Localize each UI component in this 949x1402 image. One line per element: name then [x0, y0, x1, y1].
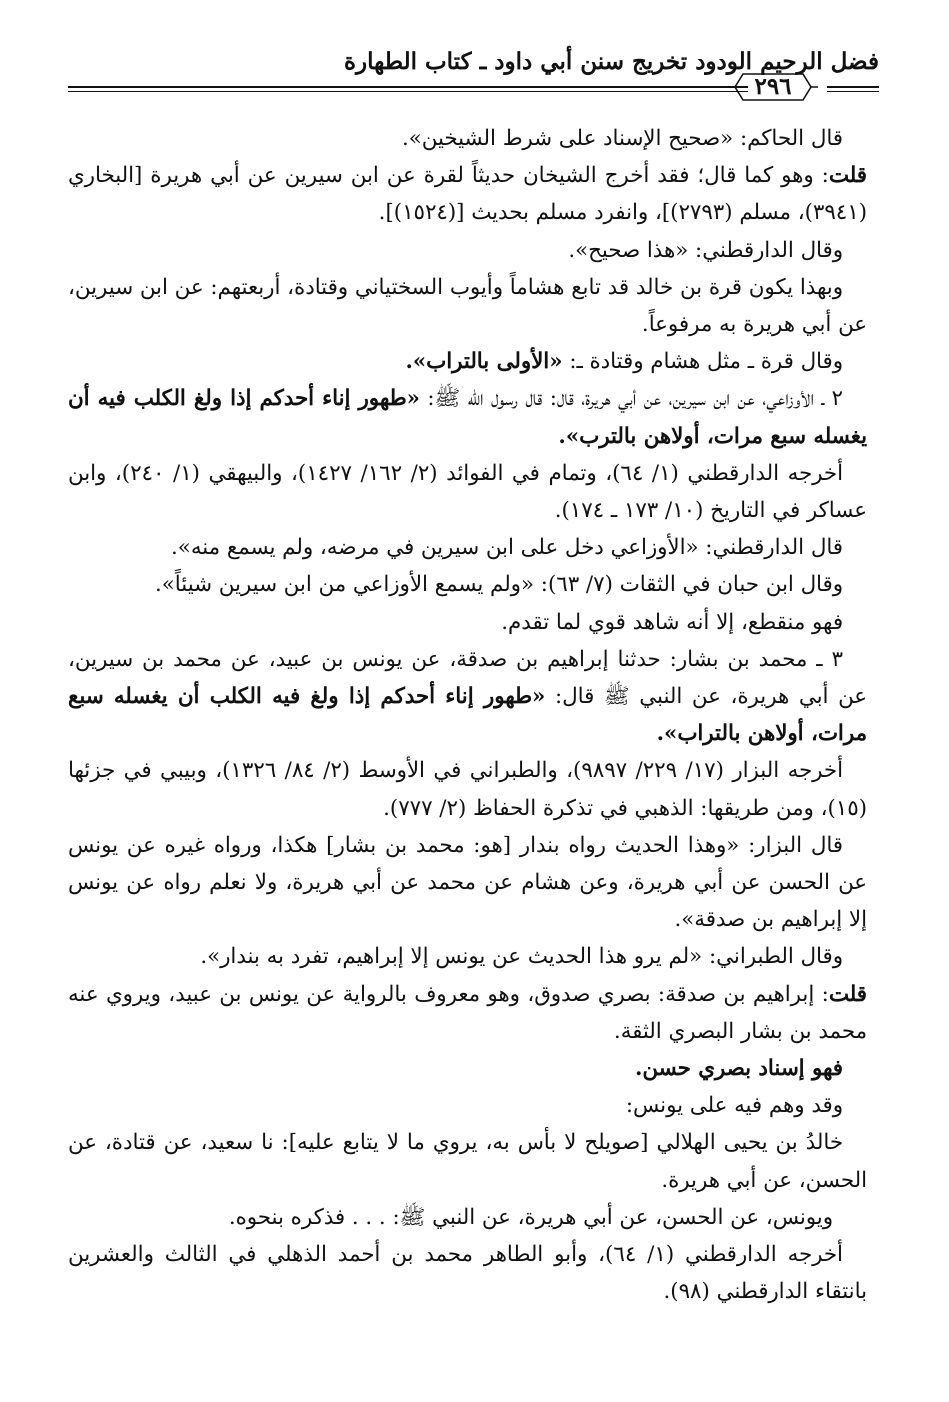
paragraph: [68, 1124, 867, 1198]
paragraph: [68, 232, 867, 269]
paragraph: [68, 269, 867, 343]
paragraph-text: : وهو كما قال؛ فقد أخرج الشيخان حديثاً لقرة عن ابن سيرين عن أبي هريرة [البخاري (٣٩٤١)، مسلم (٢٧٩٣)]، وانفرد مسلم بحديث [(١٥٢٤)].: [68, 163, 867, 226]
paragraph-text: قال الحاكم: «صحيح الإسناد على شرط الشيخين».: [401, 126, 843, 151]
paragraph-text: أخرجه الدارقطني (١/ ٦٤)، وتمام في الفوائد (٢/ ١٦٢/ ١٤٢٧)، والبيهقي (١/ ٢٤٠)، وابن عساكر في التاريخ (١٠/ ١٧٣ ـ ١٧٤).: [68, 460, 867, 524]
paragraph-text: : إبراهيم بن صدقة: بصري صدوق، وهو معروف بالرواية عن يونس بن عبيد، ويروي عنه محمد بن بشار البصري الثقة.: [68, 981, 867, 1044]
paragraph: [68, 976, 867, 1050]
page-header: [68, 40, 879, 100]
paragraph: [68, 529, 867, 566]
hadith-text: فهو إسناد بصري حسن.: [634, 1056, 843, 1082]
paragraph-text: وقال ابن حبان في الثقات (٧/ ٦٣): «ولم يسمع الأوزاعي من ابن سيرين شيئاً».: [155, 572, 843, 598]
hadith-text: «طهور إناء أحدكم إذا ولغ الكلب فيه أن يغسله سبع مرات، أولاهن بالترب».: [68, 386, 867, 449]
paragraph-text: أخرجه البزار (١٧/ ٢٢٩/ ٩٨٩٧)، والطبراني في الأوسط (٢/ ٨٤/ ١٣٢٦)، وبيبي في جزئها (١٥)، ومن طريقها: الذهبي في تذكرة الحفاظ (٢/ ٧٧٧).: [68, 758, 867, 821]
paragraph-text: قال البزار: «وهذا الحديث رواه بندار [هو: محمد بن بشار] هكذا، ورواه غيره عن يونس عن الحسن عن أبي هريرة، وعن هشام عن محمد عن أبي هريرة، ولا نعلم رواه عن يونس إلا إبراهيم بن صدقة».: [68, 832, 867, 933]
paragraph: [68, 380, 867, 454]
paragraph: [68, 938, 867, 975]
paragraph: [68, 1050, 867, 1087]
body-text: [68, 120, 867, 1311]
paragraph: [68, 752, 867, 826]
paragraph-text: وقال الطبراني: «لم يرو هذا الحديث عن يونس إلا إبراهيم، تفرد به بندار».: [200, 944, 843, 970]
paragraph-text: أخرجه الدارقطني (١/ ٦٤)، وأبو الطاهر محمد بن أحمد الذهلي في الثالث والعشرين بانتقاء الدارقطني (٩٨).: [68, 1242, 867, 1305]
paragraph: [68, 827, 867, 939]
header-rule-right-thin: [827, 91, 879, 92]
paragraph-text: وبهذا يكون قرة بن خالد قد تابع هشاماً وأيوب السختياني وقتادة، أربعتهم: عن ابن سيرين، عن أبي هريرة به مرفوعاً.: [68, 274, 867, 338]
paragraph: [68, 343, 867, 380]
hadith-text: «طهور إناء أحدكم إذا ولغ فيه الكلب أن يغسله سبع مرات، أولاهن بالتراب».: [68, 684, 867, 747]
page-number: ٢٩٦: [754, 73, 792, 100]
lead-word: قلت: [828, 981, 867, 1007]
paragraph: [68, 455, 867, 529]
paragraph-text: وقد وهم فيه على يونس:: [625, 1093, 843, 1119]
hadith-text: «الأولى بالتراب».: [405, 349, 563, 375]
paragraph: [68, 1199, 867, 1236]
paragraph-text: وقال قرة ـ مثل هشام وقتادة ـ:: [562, 349, 843, 375]
running-title: فضل الرحيم الودود تخريج سنن أبي داود ـ كتاب الطهارة: [343, 48, 879, 75]
paragraph: [68, 641, 867, 753]
paragraph-text: ويونس، عن الحسن، عن أبي هريرة، عن النبي ﷺ: . . . فذكره بنحوه.: [228, 1204, 833, 1230]
header-rule-left: [68, 86, 748, 88]
paragraph-text: قال الدارقطني: «الأوزاعي دخل على ابن سيرين في مرضه، ولم يسمع منه».: [171, 535, 843, 561]
paragraph-text: ٣ ـ محمد بن بشار: حدثنا إبراهيم بن صدقة، عن يونس بن عبيد، عن محمد بن سيرين، عن أبي هريرة، عن النبي ﷺ قال:: [68, 646, 867, 710]
header-rule-left-thin: [68, 91, 748, 92]
paragraph: [68, 604, 867, 641]
paragraph: [68, 157, 867, 231]
paragraph-text: ٢ ـ الأوزاعي، عن ابن سيرين، عن أبي هريرة، قال: قال رسول الله ﷺ:: [419, 386, 843, 412]
paragraph-text: وقال الدارقطني: «هذا صحيح».: [568, 237, 843, 263]
page-number-badge: [725, 70, 821, 104]
paragraph: [68, 1236, 867, 1310]
paragraph-text: خالدُ بن يحيى الهلالي [صويلح لا بأس به، يروي ما لا يتابع عليه]: نا سعيد، عن قتادة، عن الحسن، عن أبي هريرة.: [68, 1130, 867, 1193]
header-rule-right: [827, 86, 879, 88]
paragraph: [68, 566, 867, 603]
lead-word: قلت: [828, 163, 867, 189]
paragraph: [68, 120, 867, 157]
paragraph-text: فهو منقطع، إلا أنه شاهد قوي لما تقدم.: [501, 609, 843, 635]
paragraph: [68, 1087, 867, 1124]
